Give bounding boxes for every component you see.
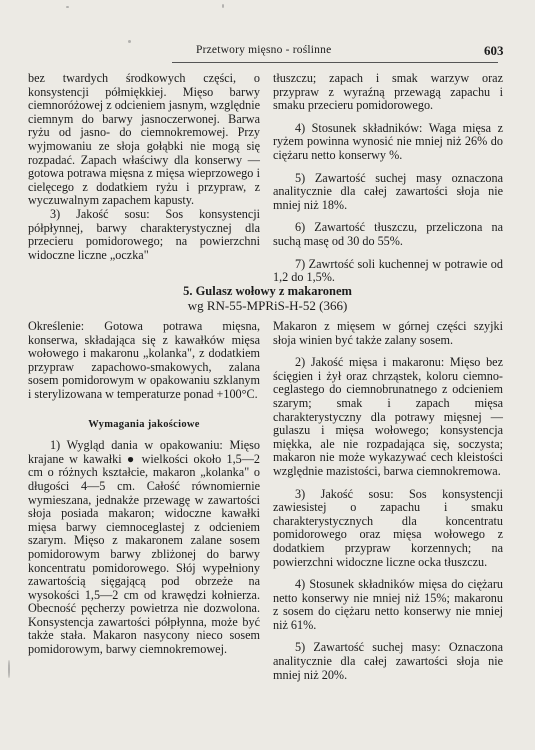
page-header bbox=[0, 40, 535, 60]
section-title: 5. Gulasz wołowy z makaronem bbox=[183, 284, 352, 298]
definition-paragraph: Określenie: Gotowa potrawa mięsna, konserwa, składająca się z kawałków mięsa wołowego i makaronu „kolanka", z dodatkiem przypraw zapachowo-smakowych, zalana sosem pomidorowym w opakowaniu szklanym i sterylizowana w temperaturze ponad +100°C. bbox=[28, 319, 260, 401]
section-standard-code: wg RN-55-MPRiS-H-52 (366) bbox=[187, 298, 348, 313]
right-column-top bbox=[273, 72, 503, 285]
page-number: 603 bbox=[484, 43, 504, 58]
scan-speck bbox=[8, 660, 10, 678]
left-column-top bbox=[28, 72, 260, 262]
paragraph: 5) Zawartość suchej masy oznaczona analitycznie dla całej zawartości słoja nie mniej niż 18%. bbox=[273, 170, 503, 212]
running-title: Przetwory mięsno - roślinne bbox=[196, 44, 332, 56]
paragraph: 1) Wygląd dania w opakowaniu: Mięso krajane w kawałki ● wielkości około 1,5—2 cm o różnych kształcie, makaron „kolanka" o długości 4—5 cm. Całość równomiernie wymieszana, jednakże przewagę w zawartości słoja posiada makaron; widoczne kawałki mięsa barwy ciemnoceglastej z odcieniem szarym. Mięso z makaronem zalane sosem pomidorowym barwy zbliżonej do barwy koncentratu pomidorowego. Słój wypełniony zawartością sięgającą pod obrzeże na wysokości 1,5—2 cm od krawędzi kołnierza. Obecność pęcherzy powietrza nie dozwolona. Konsystencja zawartości półpłynna, może być także stała. Makaron nasycony nieco sosem pomidorowym, barwy ciemnokremowej. bbox=[28, 438, 260, 657]
paragraph: 4) Stosunek składników mięsa do ciężaru netto konserwy nie mniej niż 15%; makaronu z sosem do ciężaru netto konserwy nie mniej niż 61%. bbox=[273, 577, 503, 632]
header-rule bbox=[172, 62, 498, 63]
paragraph: 3) Jakość sosu: Sos konsystencji zawiesistej o zapachu i smaku charakterystycznych dla koncentratu pomidorowego oraz mięsa wołowego z dodatkiem przypraw korzennych; na powierzchni widoczne liczne ocka tłuszczu. bbox=[273, 486, 503, 569]
paragraph: 4) Stosunek składników: Waga mięsa z ryżem powinna wynosić nie mniej niż 26% do ciężaru netto konserwy %. bbox=[273, 120, 503, 162]
scan-speck bbox=[222, 4, 224, 8]
subheading: Wymagania jakościowe bbox=[88, 418, 200, 430]
right-column-bottom bbox=[273, 320, 503, 682]
scan-speck bbox=[66, 6, 69, 8]
paragraph: 6) Zawartość tłuszczu, przeliczona na suchą masę od 30 do 55%. bbox=[273, 220, 503, 248]
paragraph: 5) Zawartość suchej masy: Oznaczona analitycznie dla całej zawartości słoja nie mniej niż 20%. bbox=[273, 640, 503, 682]
paragraph: 2) Jakość mięsa i makaronu: Mięso bez ścięgien i żył oraz chrząstek, koloru ciemno-ceglastego do ciemnobrunatnego z odcieniem szarym; smak i zapach mięsa charakterystyczny dla potrawy mięsnej — gulaszu i mięsa wołowego; konsystencja miękka, ale nie rozpadająca się, soczysta; makaron nie może wykazywać cech kleistości względnie mazistości, barwa ciemnokremowa. bbox=[273, 355, 503, 478]
scan-speck bbox=[128, 40, 131, 43]
paragraph: 7) Zawrtość soli kuchennej w potrawie od 1,2 do 1,5%. bbox=[273, 256, 503, 285]
left-column-bottom bbox=[28, 320, 260, 657]
paragraph: bez twardych środkowych części, o konsystencji półmiękkiej. Mięso barwy ciemnoróżowej z odcieniem jasnym, względnie ciemnym do barwy jasnoczerwonej. Barwa ryżu od jasno- do ciemnokremowej. Przy wyjmowaniu ze słoja gołąbki nie mogą się rozpadać. Zapach właściwy dla konserwy — gotowa potrawa mięsna z mięsa wieprzowego i cielęcego z dodatkiem ryżu i przypraw, z wyczuwalnym zapachem kapusty. bbox=[28, 71, 260, 208]
paragraph: 3) Jakość sosu: Sos konsystencji półpłynnej, barwy charakterystycznej dla przecieru pomidorowego; na powierzchni widoczne liczne „oczka" bbox=[28, 206, 260, 262]
paragraph: tłuszczu; zapach i smak warzyw oraz przypraw z wyraźną przewagą zapachu i smaku przecieru pomidorowego. bbox=[273, 71, 503, 113]
paragraph: Makaron z mięsem w górnej części szyjki słoja winien być także zalany sosem. bbox=[273, 319, 503, 347]
